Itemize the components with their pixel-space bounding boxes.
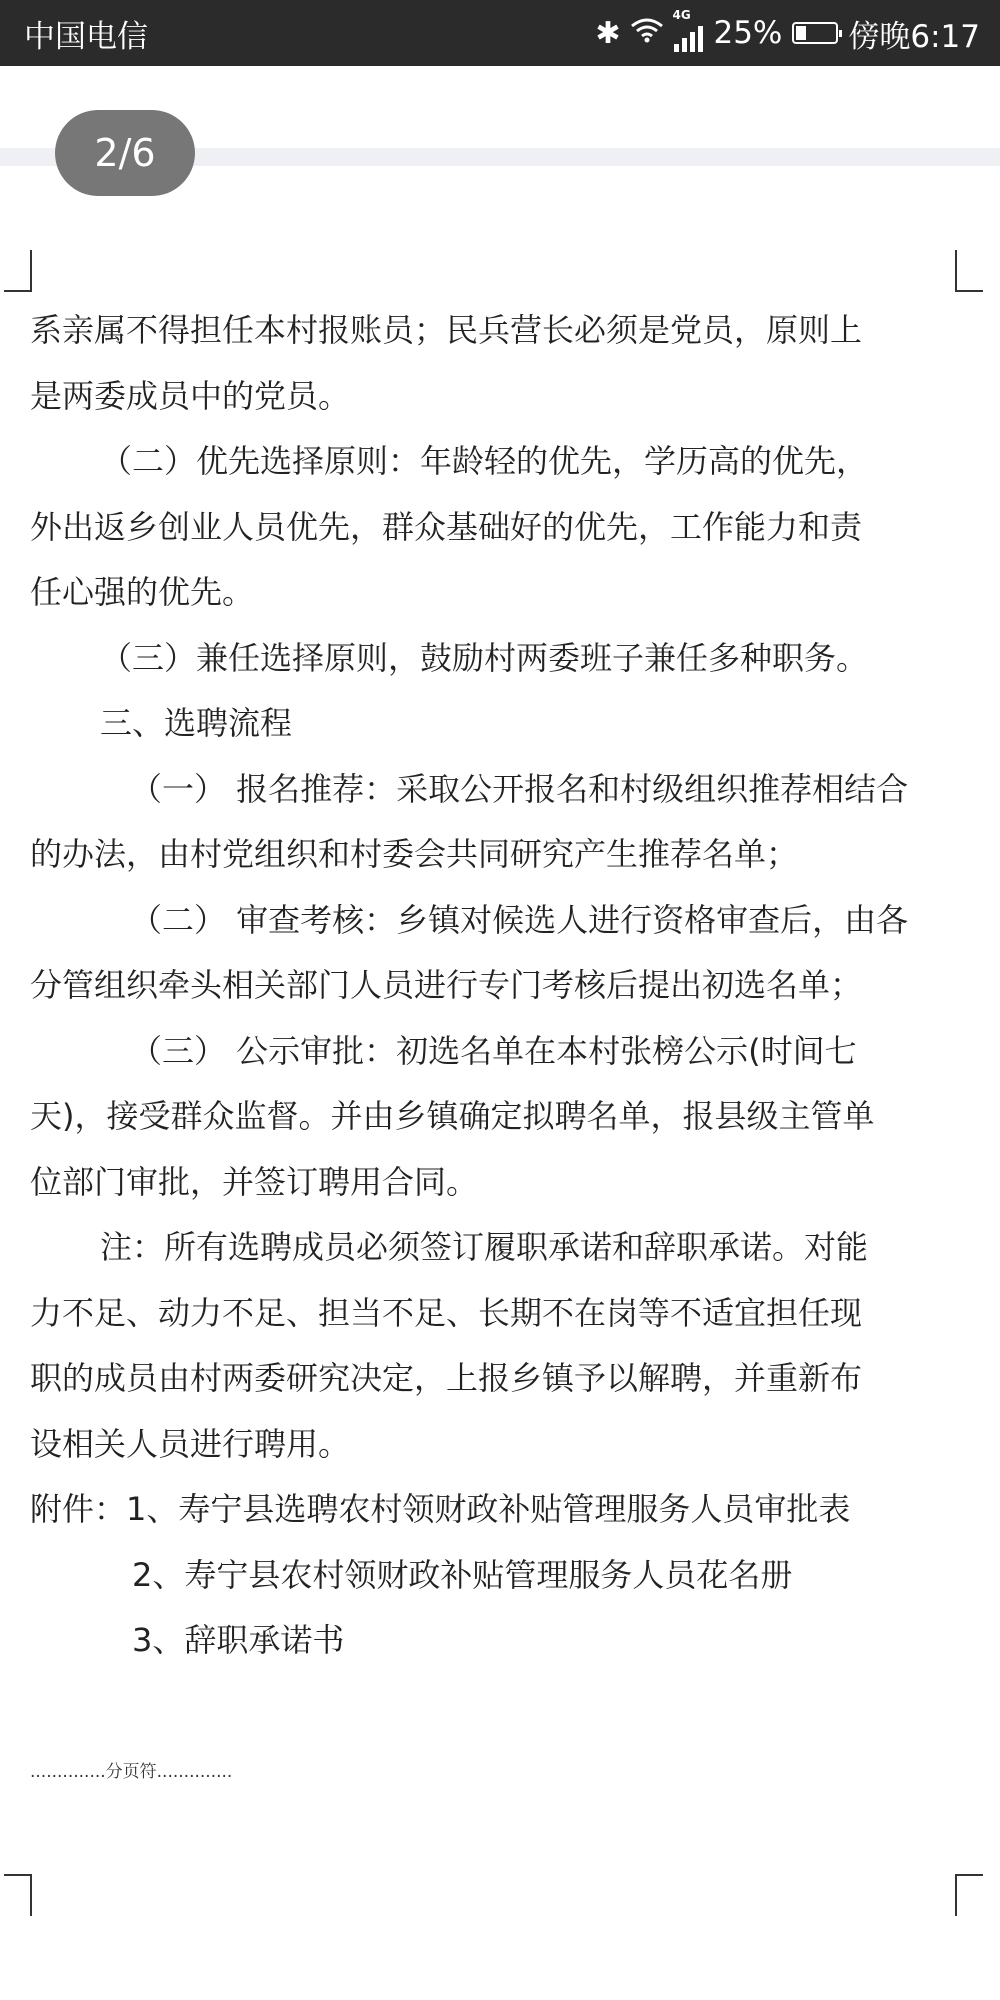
doc-line: 任心强的优先。 (30, 573, 255, 611)
crop-mark-bottom-left (4, 1874, 32, 1916)
doc-line: 2、寿宁县农村领财政补贴管理服务人员花名册 (132, 1555, 793, 1594)
crop-mark-top-right (955, 250, 983, 292)
battery-fill (796, 26, 806, 40)
doc-line: 三、选聘流程 (100, 704, 293, 742)
document-body (30, 298, 975, 1674)
doc-line: 外出返乡创业人员优先，群众基础好的优先，工作能力和责 (30, 507, 863, 546)
doc-line: 职的成员由村两委研究决定，上报乡镇予以解聘，并重新布 (30, 1359, 863, 1397)
crop-mark-bottom-right (955, 1874, 983, 1916)
doc-line: 位部门审批，并签订聘用合同。 (30, 1162, 479, 1201)
battery-percent: 25% (713, 15, 783, 51)
doc-line: 系亲属不得担任本村报账员；民兵营长必须是党员，原则上 (30, 311, 863, 349)
doc-line: 的办法，由村党组织和村委会共同研究产生推荐名单； (30, 835, 799, 873)
network-type-label: 4G (672, 8, 691, 22)
doc-line: 是两委成员中的党员。 (30, 376, 351, 415)
doc-line: 设相关人员进行聘用。 (30, 1424, 351, 1463)
bluetooth-icon: ✱ (595, 15, 621, 51)
doc-line: （三） 公示审批：初选名单在本村张榜公示(时间七 (130, 1031, 857, 1070)
crop-mark-top-left (4, 250, 32, 292)
doc-line: 力不足、动力不足、担当不足、长期不在岗等不适宜担任现 (30, 1293, 863, 1332)
page-break-marker: ..............分页符.............. (30, 1762, 233, 1782)
doc-line: （二） 审查考核：乡镇对候选人进行资格审查后，由各 (130, 900, 909, 939)
status-icons (595, 8, 980, 56)
doc-line: 分管组织牵头相关部门人员进行专门考核后提出初选名单； (30, 966, 863, 1004)
doc-line: （二）优先选择原则：年龄轻的优先，学历高的优先， (100, 442, 869, 480)
doc-line: （一） 报名推荐：采取公开报名和村级组织推荐相结合 (130, 769, 909, 808)
doc-line: （三）兼任选择原则，鼓励村两委班子兼任多种职务。 (100, 638, 869, 677)
status-bar (0, 0, 1000, 66)
doc-line: 注：所有选聘成员必须签订履职承诺和辞职承诺。对能 (100, 1228, 869, 1266)
carrier-name: 中国电信 (24, 18, 148, 55)
clock: 傍晚6:17 (848, 18, 980, 55)
wifi-icon (630, 17, 664, 50)
battery-icon (792, 22, 838, 44)
doc-line: 附件：1、寿宁县选聘农村领财政补贴管理服务人员审批表 (30, 1490, 851, 1528)
cellular-signal-icon (672, 8, 703, 52)
page-indicator[interactable]: 2/6 (55, 110, 195, 196)
doc-line: 天)，接受群众监督。并由乡镇确定拟聘名单，报县级主管单 (30, 1097, 875, 1135)
doc-line: 3、辞职承诺书 (132, 1621, 345, 1659)
